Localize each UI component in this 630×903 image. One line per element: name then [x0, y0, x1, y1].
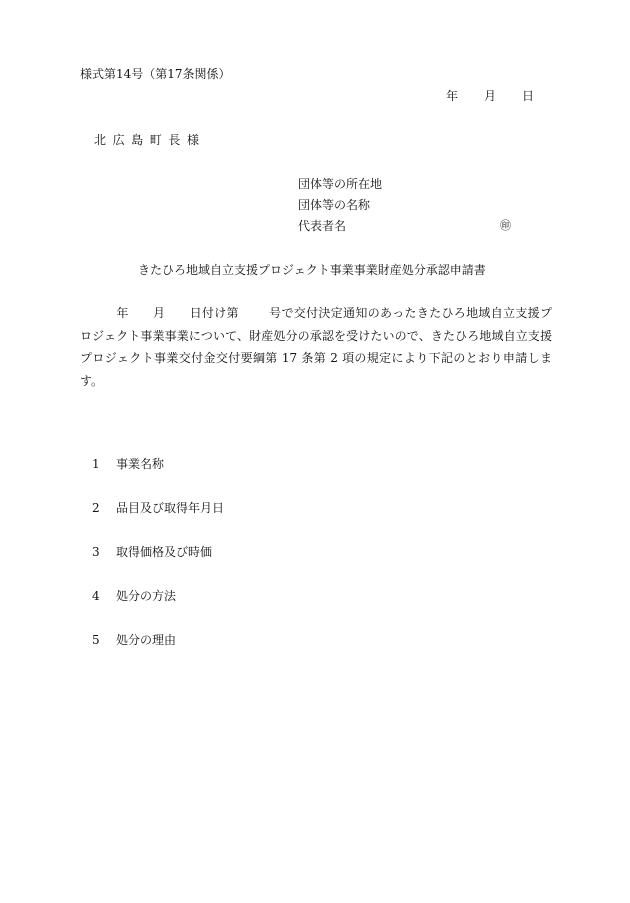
- applicant-block: [298, 176, 518, 239]
- seal-mark: ㊞: [500, 219, 511, 232]
- date-day: 日: [522, 89, 535, 103]
- date-line: [446, 88, 534, 105]
- item-list: [92, 456, 224, 676]
- item-number: 2: [92, 501, 100, 515]
- applicant-location-label: 団体等の所在地: [298, 177, 383, 191]
- applicant-representative-row: [298, 218, 518, 239]
- form-number: 様式第14号（第17条関係）: [80, 67, 231, 81]
- list-item: [92, 544, 224, 588]
- item-label: 品目及び取得年月日: [116, 501, 225, 515]
- item-number: 5: [92, 633, 100, 647]
- item-label: 処分の理由: [116, 633, 177, 647]
- item-number: 4: [92, 589, 100, 603]
- body-main: 号で交付決定通知のあったきたひろ地域自立支援プロジェクト事業事業について、財産処分の承認を受けたいので、きたひろ地域自立支援プロジェクト事業交付金交付要綱第 17 条第 2 項の規定により下記のとおり申請します。: [80, 306, 552, 388]
- body-text: [80, 302, 552, 392]
- list-item: [92, 456, 224, 500]
- date-year: 年: [446, 89, 459, 103]
- item-label: 処分の方法: [116, 589, 177, 603]
- applicant-name-label: 団体等の名称: [298, 198, 371, 212]
- body-dated: 日付け第: [189, 306, 239, 320]
- list-item: [92, 632, 224, 676]
- body-month: 月: [152, 306, 166, 320]
- document-title: きたひろ地域自立支援プロジェクト事業事業財産処分承認申請書: [138, 263, 486, 277]
- item-number: 1: [92, 457, 100, 471]
- item-number: 3: [92, 545, 100, 559]
- body-year: 年: [116, 306, 129, 320]
- applicant-representative-label: 代表者名: [298, 219, 347, 233]
- addressee: 北広島町長様: [94, 133, 206, 147]
- item-label: 取得価格及び時価: [116, 545, 213, 559]
- date-month: 月: [484, 89, 497, 103]
- list-item: [92, 500, 224, 544]
- item-label: 事業名称: [116, 457, 165, 471]
- list-item: [92, 588, 224, 632]
